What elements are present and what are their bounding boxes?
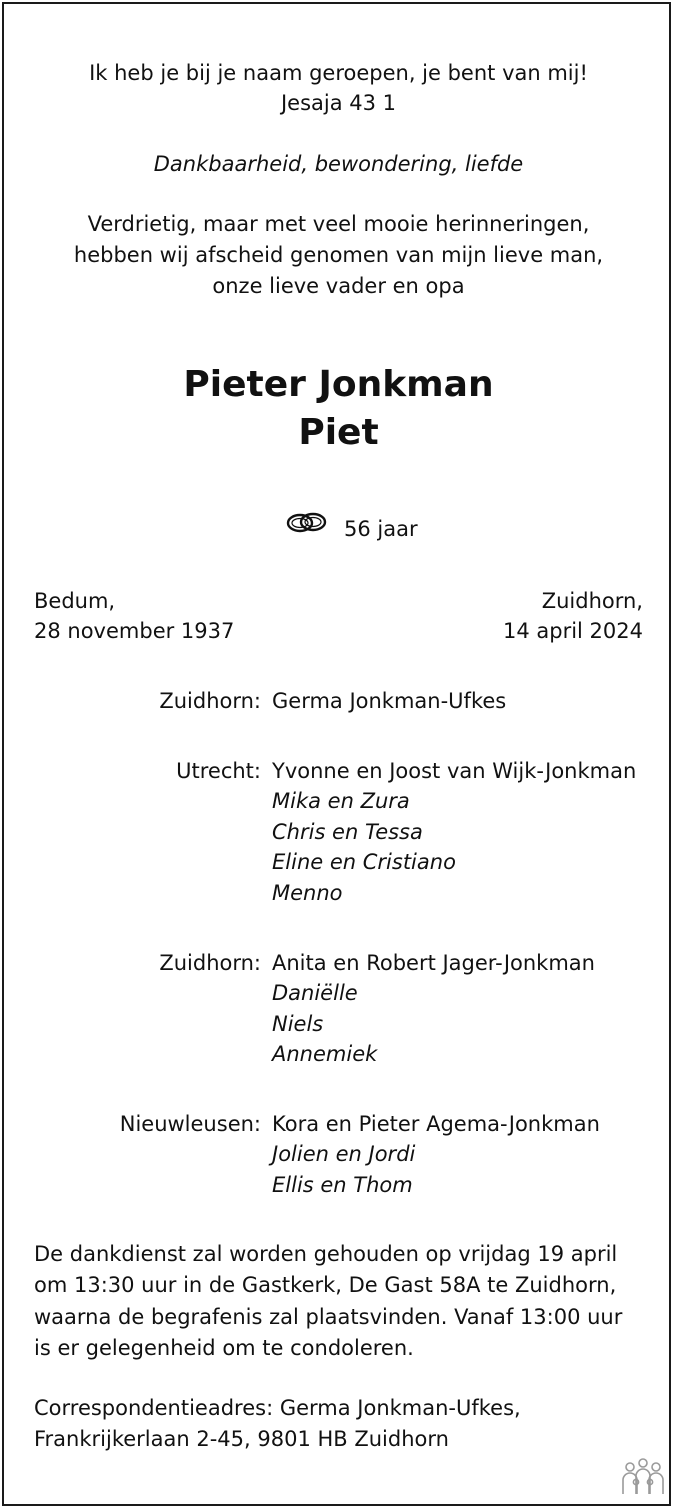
birth-place: Bedum, xyxy=(34,589,116,613)
correspondence-line-2: Frankrijkerlaan 2-45, 9801 HB Zuidhorn xyxy=(34,1427,449,1451)
family-place-label: Zuidhorn: xyxy=(159,951,261,975)
family-figures-logo xyxy=(620,1458,666,1496)
intro-line-2: hebben wij afscheid genomen van mijn lieve man, xyxy=(73,243,604,267)
death-place: Zuidhorn, xyxy=(541,589,643,613)
grandchild: Daniëlle xyxy=(272,981,358,1005)
grandchild: Ellis en Thom xyxy=(272,1173,413,1197)
grandchild: Chris en Tessa xyxy=(272,820,423,844)
deceased-full-name: Pieter Jonkman xyxy=(183,364,494,405)
verse-reference: Jesaja 43 1 xyxy=(280,91,397,115)
marriage-years: 56 jaar xyxy=(344,517,418,541)
correspondence-line-1: Correspondentieadres: Germa Jonkman-Ufkes, xyxy=(34,1396,521,1420)
family-place-label: Zuidhorn: xyxy=(159,689,261,713)
child-family-name: Anita en Robert Jager-Jonkman xyxy=(272,951,595,975)
family-place-label: Utrecht: xyxy=(176,759,261,783)
verse-quote: Ik heb je bij je naam geroepen, je bent van mij! xyxy=(89,61,588,85)
intro-line-3: onze lieve vader en opa xyxy=(212,274,465,298)
grandchild: Menno xyxy=(272,881,343,905)
child-family-name: Yvonne en Joost van Wijk-Jonkman xyxy=(272,759,637,783)
grandchild: Niels xyxy=(272,1012,324,1036)
motto: Dankbaarheid, bewondering, liefde xyxy=(153,152,524,176)
birth-date: 28 november 1937 xyxy=(34,619,235,643)
service-line-2: om 13:30 uur in de Gastkerk, De Gast 58A te Zuidhorn, xyxy=(34,1273,617,1297)
wedding-rings-icon xyxy=(284,509,330,537)
grandchild: Eline en Cristiano xyxy=(272,850,456,874)
service-line-4: is er gelegenheid om te condoleren. xyxy=(34,1336,414,1360)
spouse-name: Germa Jonkman-Ufkes xyxy=(272,689,507,713)
grandchild: Jolien en Jordi xyxy=(272,1142,416,1166)
grandchild: Annemiek xyxy=(272,1042,378,1066)
grandchild: Mika en Zura xyxy=(272,789,410,813)
service-line-1: De dankdienst zal worden gehouden op vrijdag 19 april xyxy=(34,1242,618,1266)
death-date: 14 april 2024 xyxy=(502,619,643,643)
intro-line-1: Verdrietig, maar met veel mooie herinneringen, xyxy=(87,212,590,236)
service-line-3: waarna de begrafenis zal plaatsvinden. Vanaf 13:00 uur xyxy=(34,1305,623,1329)
deceased-nickname: Piet xyxy=(298,412,379,453)
family-place-label: Nieuwleusen: xyxy=(119,1112,261,1136)
child-family-name: Kora en Pieter Agema-Jonkman xyxy=(272,1112,600,1136)
